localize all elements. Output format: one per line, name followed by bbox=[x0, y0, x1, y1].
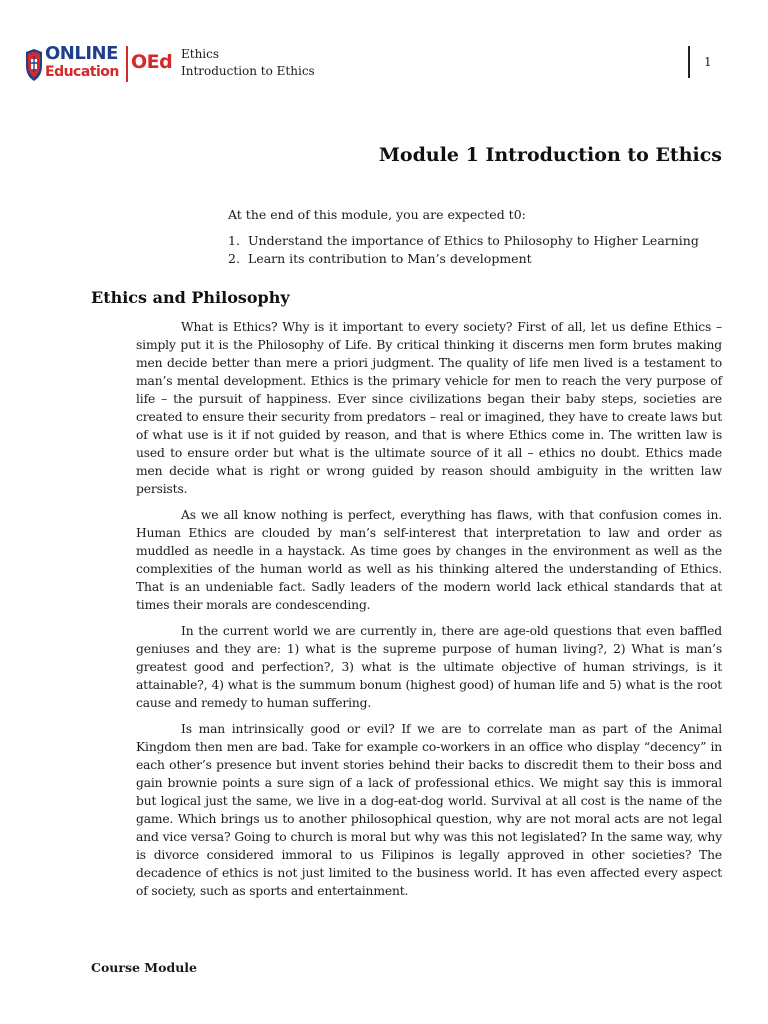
body-paragraph: Is man intrinsically good or evil? If we are to correlate man as part of the Animal Kingdom then men are bad. Take for example co-workers in an office who display “decency” in each other’s presence but invent stories behind their backs to discredit them to their boss and gain brownie points a sure sign of a lack of professional ethics. We might say this is immoral but logical just the same, we live in a dog-eat-dog world. Survival at all cost is the name of the game. Which brings us to another philosophical question, why are not moral acts are not legal and vice versa? Going to church is moral but why was this not legislated? In the same way, why is divorce considered immoral to us Filipinos is legally approved in other societies? The decadence of ethics is not just limited to the business world. It has even affected every aspect of society, such as sports and entertainment. bbox=[136, 722, 722, 898]
page-number-divider bbox=[688, 46, 690, 78]
section-heading: Ethics and Philosophy bbox=[91, 288, 290, 307]
module-title: Module 1 Introduction to Ethics bbox=[378, 144, 722, 166]
page-header bbox=[0, 0, 768, 110]
page-footer: Course Module bbox=[91, 960, 198, 975]
body-paragraph: What is Ethics? Why is it important to every society? First of all, let us define Ethics – simply put it is the Philosophy of Life. By critical thinking it discerns men form brutes making men decide better than mere a priori judgment. The quality of life men lived is a testament to man’s mental development. Ethics is the primary vehicle for men to reach the very purpose of life – the pursuit of happiness. Ever since civilizations began their baby steps, societies are created to ensure their security from predators – real or imagined, they have to create laws but of what use is it if not guided by reason, and that is where Ethics come in. The written law is used to ensure order but what is the ultimate source of it all – ethics no doubt. Ethics made men decide what is right or wrong guided by reason should ambiguity in the written law persists. bbox=[136, 320, 722, 496]
objectives-intro: At the end of this module, you are expected t0: bbox=[228, 207, 526, 222]
shield-icon bbox=[24, 48, 44, 82]
header-titles bbox=[181, 46, 315, 80]
course-name: Ethics bbox=[181, 47, 220, 61]
logo-text-education: Education bbox=[45, 64, 119, 80]
page-number: 1 bbox=[704, 55, 712, 69]
objective-number: 2. bbox=[228, 251, 240, 266]
objective-text: Learn its contribution to Man’s development bbox=[248, 251, 532, 266]
objectives-list bbox=[228, 232, 699, 268]
objective-text: Understand the importance of Ethics to Philosophy to Higher Learning bbox=[248, 233, 699, 248]
objective-item bbox=[228, 250, 699, 268]
section-body bbox=[136, 318, 722, 908]
online-education-logo bbox=[24, 44, 174, 88]
objective-item bbox=[228, 232, 699, 250]
body-paragraph: As we all know nothing is perfect, everything has flaws, with that confusion comes in. Human Ethics are clouded by man’s self-interest that interpretation to law and order as muddled as needle in a haystack. As time goes by changes in the environment as well as the complexities of the human world as well as his thinking altered the understanding of Ethics. That is an undeniable fact. Sadly leaders of the modern world lack ethical standards that at times their morals are condescending. bbox=[136, 508, 722, 612]
course-subtitle: Introduction to Ethics bbox=[181, 64, 315, 78]
body-paragraph: In the current world we are currently in, there are age-old questions that even baffled geniuses and they are: 1) what is the supreme purpose of human living?, 2) What is man’s greatest good and perfection?, 3) what is the ultimate objective of human strivings, is it attainable?, 4) what is the summum bonum (highest good) of human life and 5) what is the root cause and remedy to human suffering. bbox=[136, 624, 722, 710]
logo-text-online: ONLINE bbox=[45, 43, 118, 64]
objective-number: 1. bbox=[228, 233, 240, 248]
logo-text-oed: OEd bbox=[131, 51, 173, 73]
logo-divider bbox=[126, 46, 128, 82]
